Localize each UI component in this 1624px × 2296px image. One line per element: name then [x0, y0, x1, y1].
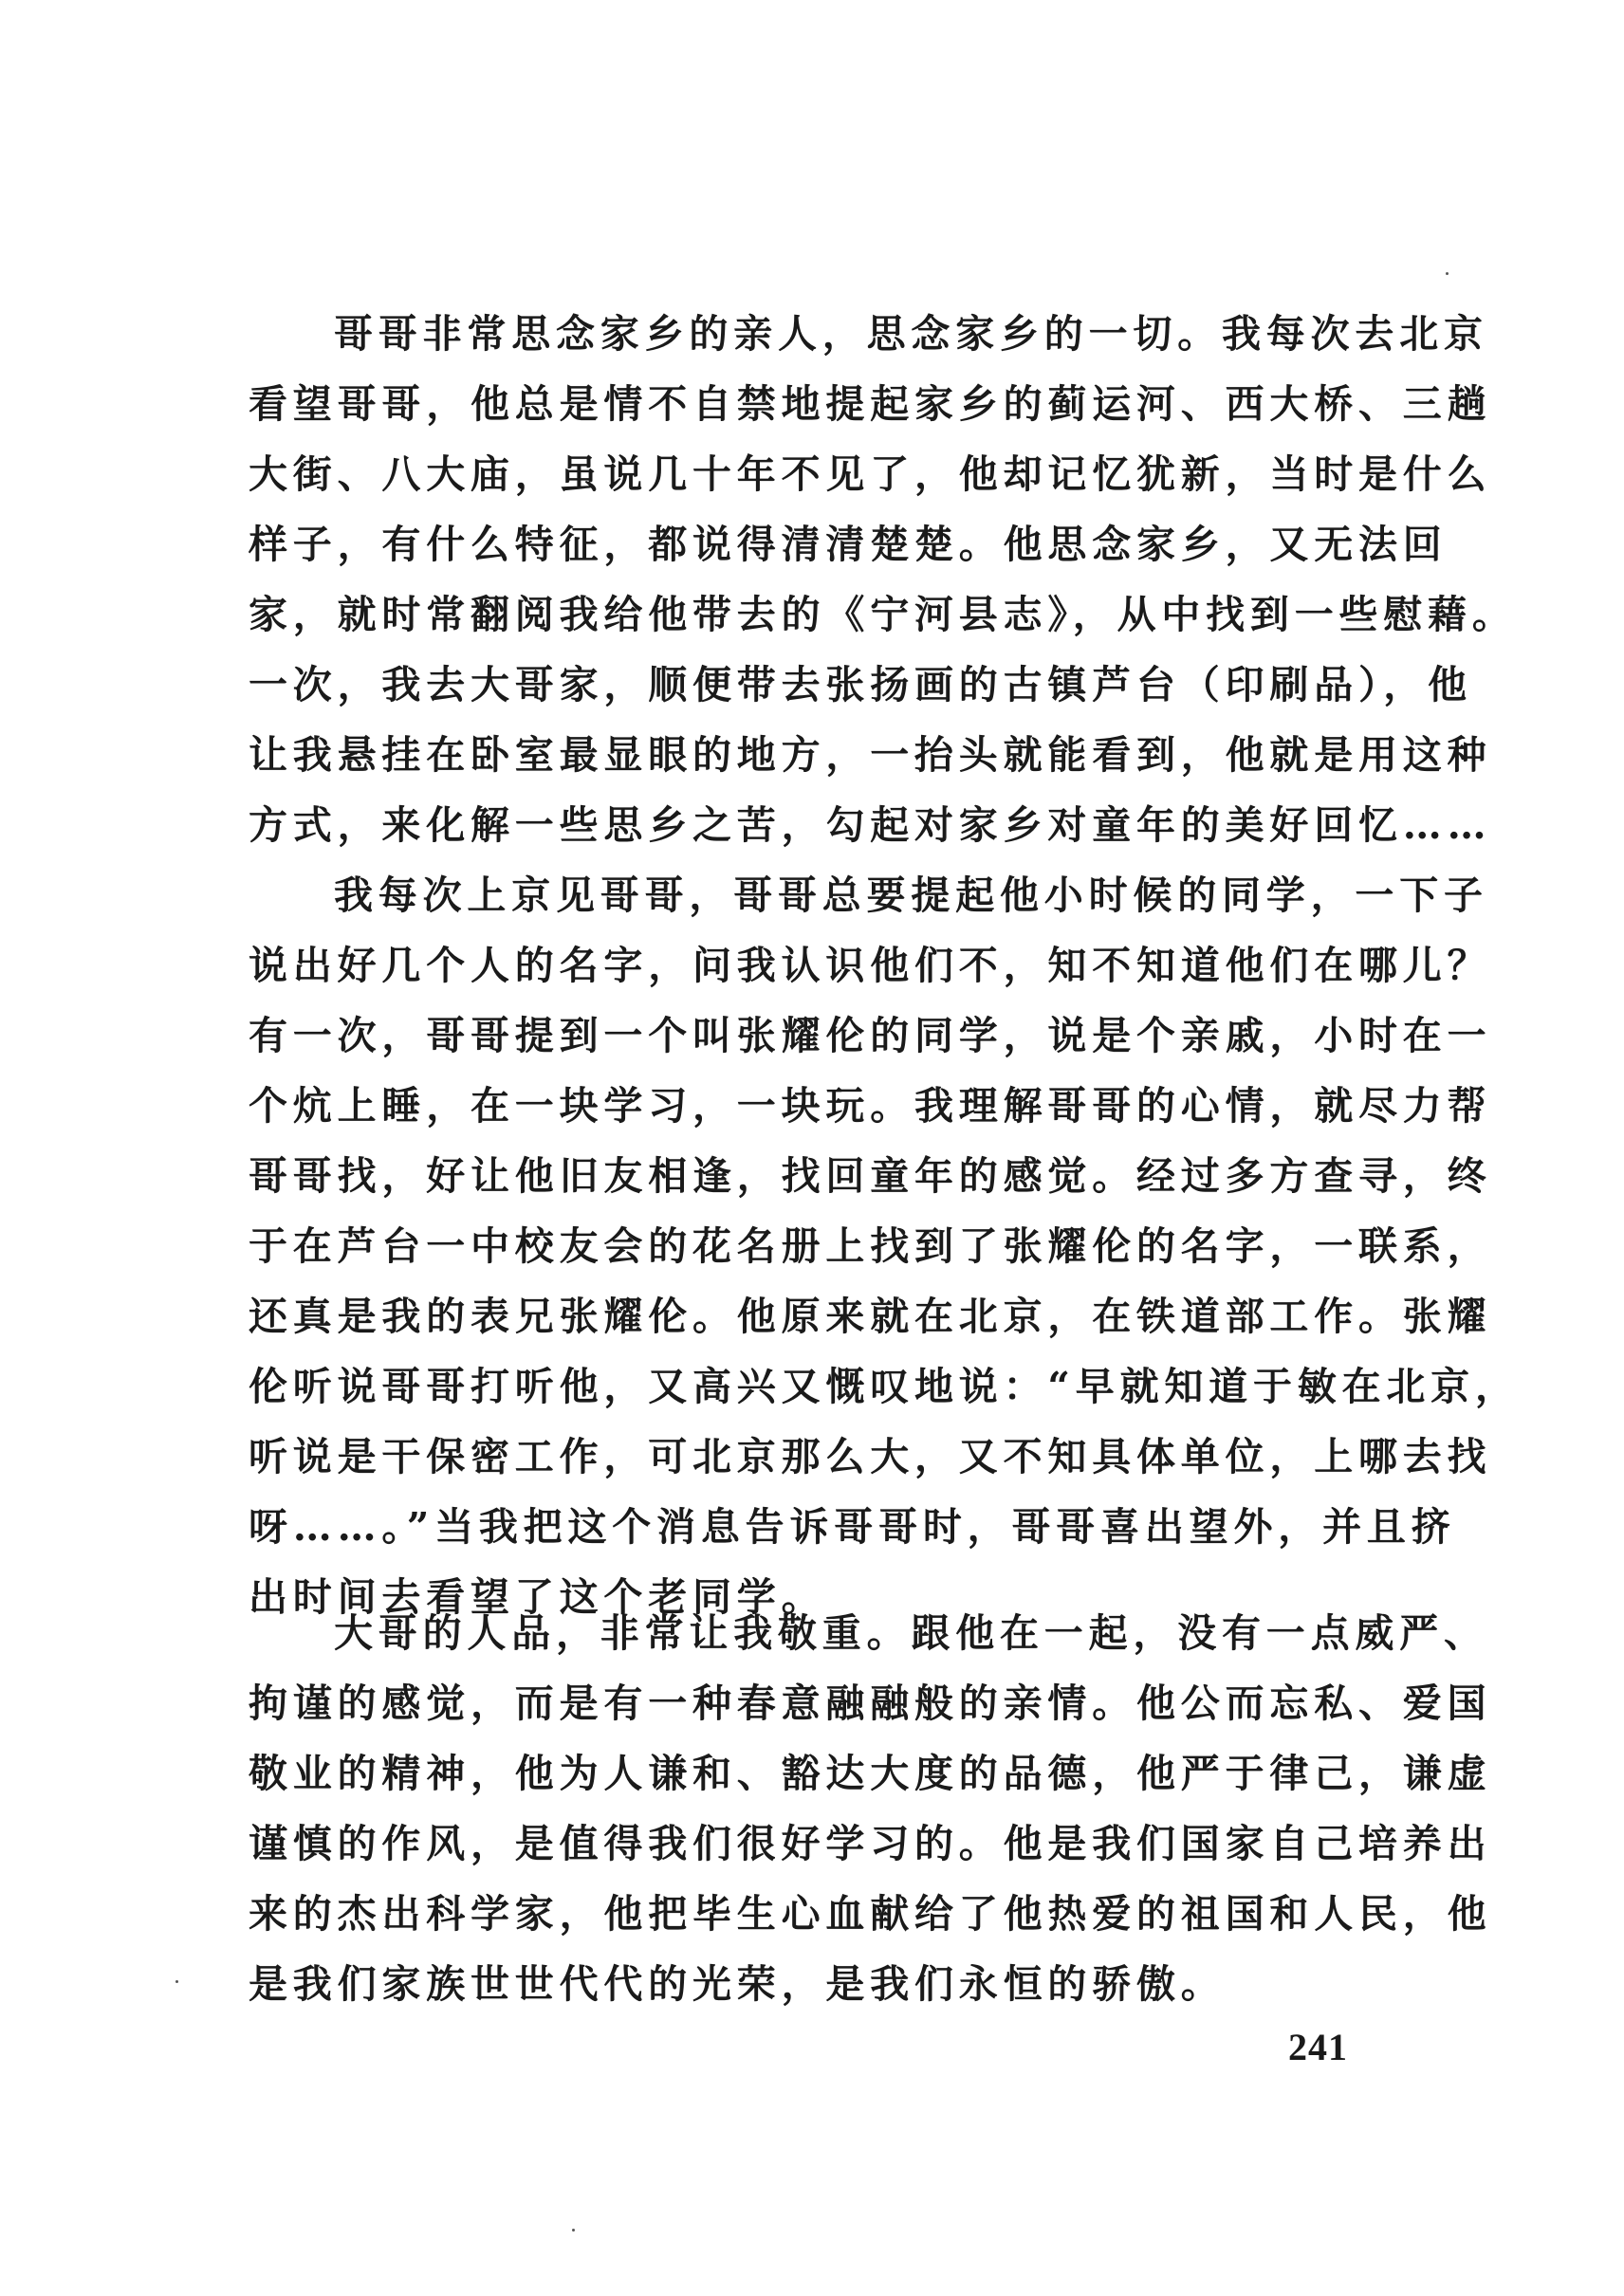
text-line: 样子，有什么特征，都说得清清楚楚。他思念家乡，又无法回	[249, 522, 1448, 567]
text-line: 呀……。”当我把这个消息告诉哥哥时，哥哥喜出望外，并且挤	[249, 1504, 1456, 1550]
text-line: 说出好几个人的名字，问我认识他们不，知不知道他们在哪儿？	[249, 943, 1492, 988]
text-line: 一次，我去大哥家，顺便带去张扬画的古镇芦台（印刷品），他	[249, 662, 1472, 707]
text-line: 还真是我的表兄张耀伦。他原来就在北京，在铁道部工作。张耀	[249, 1294, 1492, 1339]
text-line: 拘谨的感觉，而是有一种春意融融般的亲情。他公而忘私、爱国	[249, 1681, 1492, 1726]
page-number: 241	[1288, 2026, 1348, 2068]
text-line: 于在芦台一中校友会的花名册上找到了张耀伦的名字，一联系，	[249, 1223, 1492, 1269]
text-line: 听说是干保密工作，可北京那么大，又不知具体单位，上哪去找	[249, 1434, 1492, 1479]
text-line: 伦听说哥哥打听他，又高兴又慨叹地说：“早就知道于敏在北京，	[249, 1364, 1520, 1409]
text-line: 个炕上睡，在一块学习，一块玩。我理解哥哥的心情，就尽力帮	[249, 1083, 1492, 1129]
text-line: 敬业的精神，他为人谦和、豁达大度的品德，他严于律己，谦虚	[249, 1751, 1492, 1796]
text-line: 大哥的人品，非常让我敬重。跟他在一起，没有一点威严、	[334, 1610, 1488, 1656]
text-line: 大街、八大庙，虽说几十年不见了，他却记忆犹新，当时是什么	[249, 451, 1492, 497]
scan-speck	[175, 1980, 178, 1983]
text-line: 我每次上京见哥哥，哥哥总要提起他小时候的同学，一下子	[334, 872, 1488, 918]
scan-speck	[1446, 272, 1449, 275]
text-line: 是我们家族世世代代的光荣，是我们永恒的骄傲。	[249, 1961, 1226, 2007]
text-line: 谨慎的作风，是值得我们很好学习的。他是我们国家自己培养出	[249, 1821, 1492, 1866]
text-line: 有一次，哥哥提到一个叫张耀伦的同学，说是个亲戚，小时在一	[249, 1013, 1492, 1058]
text-line: 出时间去看望了这个老同学。	[249, 1574, 826, 1620]
text-line: 哥哥非常思念家乡的亲人，思念家乡的一切。我每次去北京	[334, 311, 1488, 357]
text-line: 哥哥找，好让他旧友相逢，找回童年的感觉。经过多方查寻，终	[249, 1153, 1492, 1199]
text-line: 让我悬挂在卧室最显眼的地方，一抬头就能看到，他就是用这种	[249, 732, 1492, 778]
scan-speck	[572, 2229, 575, 2232]
text-line: 家，就时常翻阅我给他带去的《宁河县志》，从中找到一些慰藉。	[249, 592, 1517, 637]
text-line: 来的杰出科学家，他把毕生心血献给了他热爱的祖国和人民，他	[249, 1891, 1492, 1937]
text-line: 看望哥哥，他总是情不自禁地提起家乡的蓟运河、西大桥、三趟	[249, 381, 1492, 427]
text-line: 方式，来化解一些思乡之苦，勾起对家乡对童年的美好回忆……	[249, 802, 1492, 848]
